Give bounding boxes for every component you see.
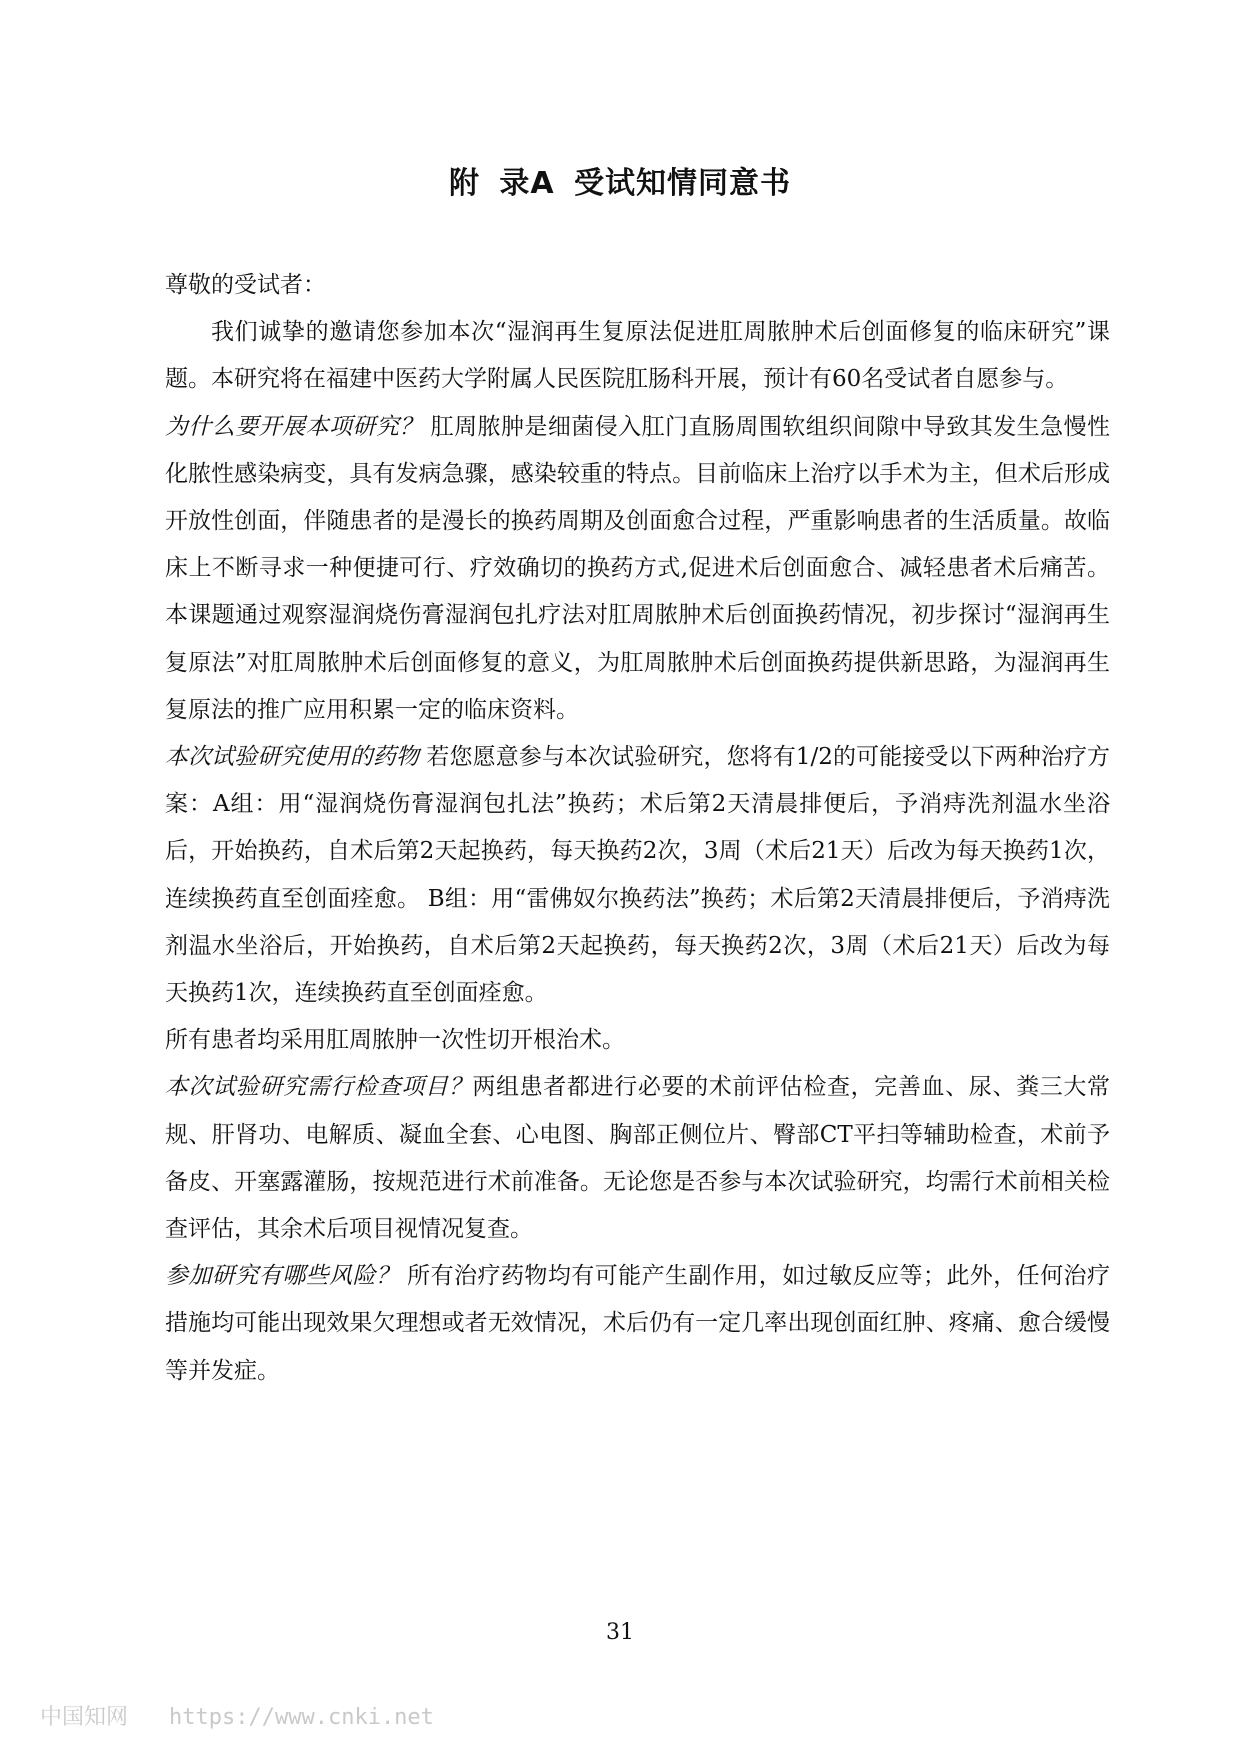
salutation: 尊敬的受试者： [165,272,326,298]
watermark [40,1700,434,1731]
section-answer: 肛周脓肿是细菌侵入肛门直肠周围软组织间隙中导致其发生急慢性化脓性感染病变，具有发病急骤，感染较重的特点。目前临床上治疗以手术为主，但术后形成开放性创面，伴随患者的是漫长的换药周期及创面愈合过程，严重影响患者的生活质量。故临床上不断寻求一种便捷可行、疗效确切的换药方式,促进术后创面愈合、减轻患者术后痛苦。本课题通过观察湿润烧伤膏湿润包扎疗法对肛周脓肿术后创面换药情况，初步探讨“湿润再生复原法”对肛周脓肿术后创面修复的意义，为肛周脓肿术后创面换药提供新思路，为湿润再生复原法的推广应用积累一定的临床资料。 [165,413,1111,723]
watermark-url: https://www.cnki.net [169,1705,434,1730]
page-number: 31 [606,1620,634,1645]
section-question: 本次试验研究需行检查项目？ [165,1074,473,1101]
section-why [165,404,1110,734]
intro-paragraph: 我们诚挚的邀请您参加本次“湿润再生复原法促进肛周脓肿术后创面修复的临床研究”课题。本研究将在福建中医药大学附属人民医院肛肠科开展，预计有60名受试者自愿参与。 [165,319,1110,393]
page-title: 附 录A 受试知情同意书 [448,166,792,201]
section-exams [165,1064,1110,1253]
section-question: 本次试验研究使用的药物 [165,744,420,771]
section-question: 为什么要开展本项研究？ [165,413,423,440]
section-question: 参加研究有哪些风险？ [165,1263,400,1290]
section-answer: 所有治疗药物均有可能产生副作用，如过敏反应等；此外，任何治疗措施均可能出现效果欠理想或者无效情况，术后仍有一定几率出现创面红肿、疼痛、愈合缓慢等并发症。 [165,1263,1110,1384]
section-risks [165,1253,1110,1395]
section-drugs [165,734,1110,1017]
consent-body [165,262,1110,1395]
section-answer: 若您愿意参与本次试验研究，您将有1/2的可能接受以下两种治疗方案：A组：用“湿润烧伤膏湿润包扎法”换药；术后第2天清晨排便后，予消痔洗剂温水坐浴后，开始换药，自术后第2天起换药，每天换药2次，3周（术后21天）后改为每天换药1次，连续换药直至创面痊愈。 B组：用“雷佛奴尔换药法”换药；术后第2天清晨排便后，予消痔洗剂温水坐浴后，开始换药，自术后第2天起换药，每天换药2次，3周（术后21天）后改为每天换药1次，连续换药直至创面痊愈。 [165,744,1111,1007]
section-drugs-extra: 所有患者均采用肛周脓肿一次性切开根治术。 [165,1027,625,1054]
section-answer: 两组患者都进行必要的术前评估检查，完善血、尿、粪三大常规、肝肾功、电解质、凝血全套、心电图、胸部正侧位片、臀部CT平扫等辅助检查，术前予备皮、开塞露灌肠，按规范进行术前准备。无论您是否参与本次试验研究，均需行术前相关检查评估，其余术后项目视情况复查。 [165,1074,1111,1243]
watermark-site: 中国知网 [40,1705,129,1730]
